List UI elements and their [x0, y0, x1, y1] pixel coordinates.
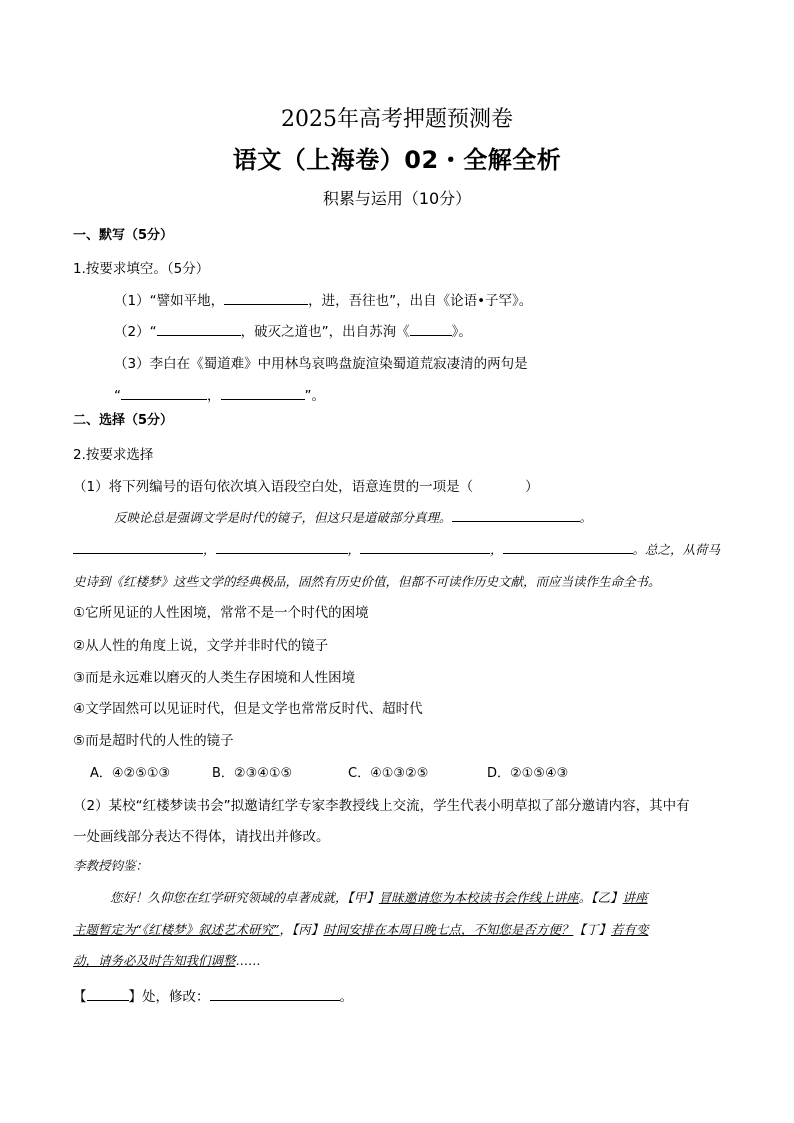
q1-item-3-answer-line — [114, 384, 325, 404]
question-2: 2.按要求选择 — [73, 447, 154, 463]
answer-blank[interactable] — [410, 323, 452, 336]
option-a[interactable]: A．④②⑤①③ — [90, 766, 171, 781]
letter-line-3 — [73, 951, 261, 969]
quote-open: “ — [114, 388, 121, 404]
answer-blank[interactable] — [157, 323, 241, 336]
answer-blank[interactable] — [224, 292, 308, 305]
answer-line — [73, 985, 353, 1005]
underlined-phrase-yi: 讲座 — [622, 890, 648, 905]
answer-period: 。 — [339, 989, 353, 1005]
answer-text: 】处，修改： — [128, 989, 210, 1005]
q1-item-1-text-a: （1）“譬如平地， — [114, 293, 225, 309]
section-title: 积累与运用（10分） — [322, 189, 472, 208]
q2-part-1-close: ） — [525, 479, 539, 495]
q1-item-2-text-a: （2）“ — [114, 324, 157, 340]
q2-part-1-text: （1）将下列编号的语句依次填入语段空白处，语意连贯的一项是（ — [73, 479, 474, 495]
passage-blank — [73, 541, 203, 554]
passage-comma: ， — [203, 542, 216, 557]
letter-text: 您好！久仰您在红学研究领域的卓著成就，【甲】 — [110, 890, 379, 905]
letter-text: 【丁】 — [573, 922, 611, 937]
option-b[interactable]: B．②③④①⑤ — [212, 766, 293, 781]
q1-item-2-text-b: ，破灭之道也”，出自苏洵《 — [240, 324, 410, 340]
q2-part-1 — [73, 475, 539, 495]
sentence-2: ②从人性的角度上说，文学并非时代的镜子 — [73, 638, 329, 654]
underlined-phrase-ding: 动，请务必及时告知我们调整 — [73, 953, 236, 968]
sentence-4: ④文学固然可以见证时代，但是文学也常常反时代、超时代 — [73, 701, 423, 717]
part2-heading: 二、选择（5分） — [73, 413, 174, 428]
passage-line-1 — [114, 508, 592, 526]
passage-line-3: 史诗到《红楼梦》这些文学的经典极品，固然有历史价值，但都不可读作历史文献，而应当读作生命全书。 — [73, 574, 661, 589]
part1-heading: 一、默写（5分） — [73, 228, 174, 243]
question-1: 1.按要求填空。（5分） — [73, 261, 210, 277]
underlined-phrase-ding: 若有变 — [610, 922, 649, 937]
sentence-1: ①它所见证的人性困境，常常不是一个时代的困境 — [73, 605, 369, 621]
quote-close: ”。 — [304, 388, 325, 404]
passage-text-b: 。总之，从荷马 — [632, 542, 721, 557]
passage-text-a: 反映论总是强调文学是时代的镜子，但这只是道破部分真理。 — [114, 510, 452, 525]
answer-blank[interactable] — [87, 988, 129, 1001]
q1-item-1-text-b: ，进，吾往也”，出自《论语•子罕》。 — [308, 293, 533, 309]
q1-item-1 — [114, 289, 532, 309]
q1-item-2 — [114, 320, 472, 340]
letter-greeting: 李教授钧鉴： — [73, 858, 149, 873]
sentence-5: ⑤而是超时代的人性的镜子 — [73, 733, 234, 749]
comma: ， — [207, 388, 221, 404]
letter-line-1 — [110, 888, 648, 906]
passage-blank — [503, 541, 633, 554]
passage-blank — [216, 541, 348, 554]
letter-line-2 — [73, 920, 648, 938]
answer-blank[interactable] — [121, 387, 207, 400]
bracket-open: 【 — [73, 989, 87, 1005]
passage-comma: ， — [347, 542, 361, 557]
answer-blank[interactable] — [221, 387, 305, 400]
passage-blank — [452, 509, 580, 522]
passage-blank — [360, 541, 490, 554]
q2-part-2-line-1: （2）某校“红楼梦读书会”拟邀请红学专家李教授线上交流，学生代表小明草拟了部分邀请内容，其中有 — [73, 798, 690, 814]
exam-subtitle: 语文（上海卷）02・全解全析 — [232, 146, 562, 174]
sentence-3: ③而是永远难以磨灭的人类生存困境和人性困境 — [73, 670, 356, 686]
q2-part-2-line-2: 一处画线部分表达不得体，请找出并修改。 — [73, 829, 330, 845]
passage-comma: ， — [490, 542, 503, 557]
underlined-phrase-bing: 时间安排在本周日晚七点，不知您是否方便？ — [323, 922, 574, 937]
letter-text: 。【乙】 — [578, 890, 623, 905]
letter-ellipsis: …… — [235, 953, 261, 968]
option-d[interactable]: D．②①⑤④③ — [487, 766, 569, 781]
option-c[interactable]: C．④①③②⑤ — [348, 766, 429, 781]
underlined-phrase-jia: 冒昧邀请您为本校读书会作线上讲座 — [378, 890, 579, 905]
q1-item-2-text-c: 》。 — [451, 324, 472, 340]
underlined-phrase-yi: 主题暂定为“《红楼梦》叙述艺术研究” — [73, 922, 280, 937]
letter-text: ，【丙】 — [279, 922, 324, 937]
passage-line-2 — [73, 540, 720, 558]
answer-blank[interactable] — [210, 988, 340, 1001]
passage-period: 。 — [579, 510, 593, 525]
exam-title: 2025年高考押题预测卷 — [281, 107, 513, 132]
q1-item-3: （3）李白在《蜀道难》中用林鸟哀鸣盘旋渲染蜀道荒寂凄清的两句是 — [114, 356, 528, 372]
